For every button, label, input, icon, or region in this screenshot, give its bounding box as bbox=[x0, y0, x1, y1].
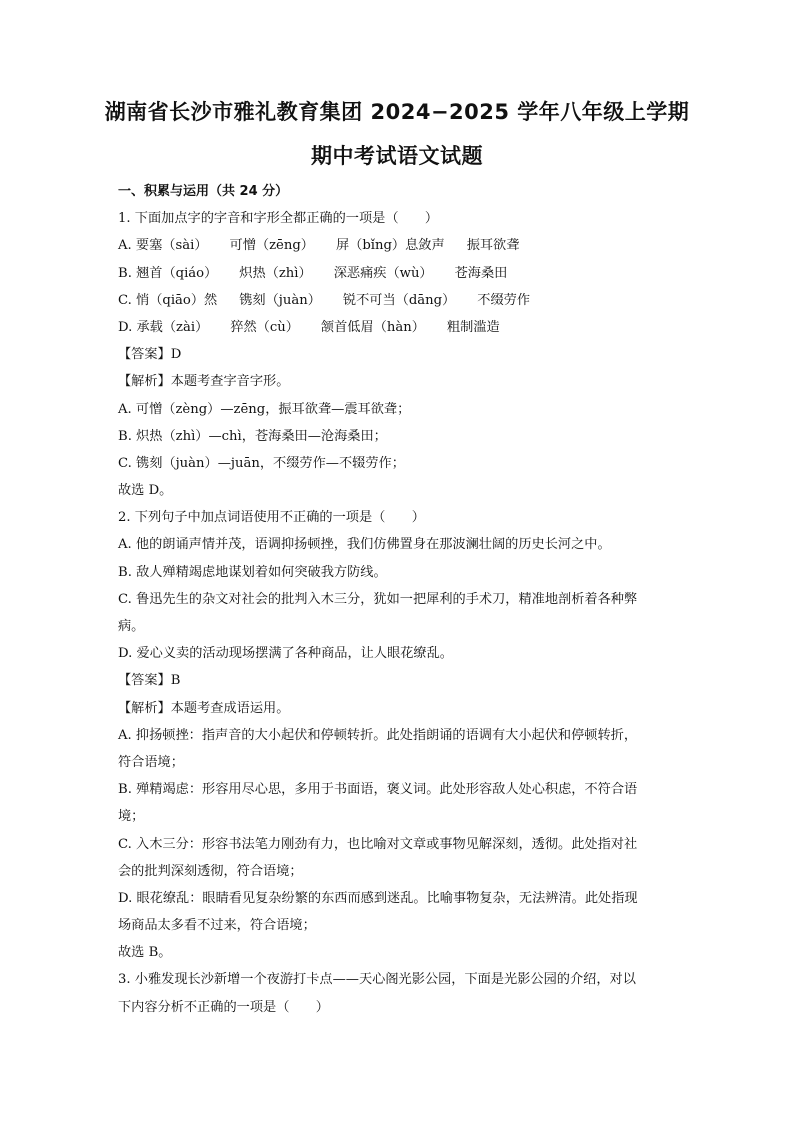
question-1-stem: 1. 下面加点字的字音和字形全都正确的一项是（ ） bbox=[118, 211, 439, 227]
question-3-stem-continued: 下内容分析不正确的一项是（ ） bbox=[118, 999, 329, 1015]
question-2-option-c: C. 鲁迅先生的杂文对社会的批判入木三分，犹如一把犀利的手术刀，精准地剖析着各种弊 bbox=[118, 591, 638, 607]
question-2-option-d: D. 爱心义卖的活动现场摆满了各种商品，让人眼花缭乱。 bbox=[118, 646, 453, 662]
document-title-line-1: 湖南省长沙市雅礼教育集团 2024−2025 学年八年级上学期 bbox=[104, 100, 690, 124]
question-2-option-c-continued: 病。 bbox=[118, 619, 145, 634]
question-2-analysis-line: 【解析】本题考查成语运用。 bbox=[118, 700, 290, 716]
option-text: B. 翘首（qiáo） bbox=[118, 265, 218, 281]
question-2-analysis-line: A. 抑扬顿挫：指声音的大小起伏和停顿转折。此处指朗诵的语调有大小起伏和停顿转折， bbox=[118, 727, 638, 743]
option-text: 粗制滥造 bbox=[446, 319, 500, 335]
question-2-analysis-line: 场商品太多看不过来，符合语境； bbox=[118, 918, 316, 934]
question-1-analysis-line: C. 镌刻（juàn）—juān，不缀劳作—不辍劳作； bbox=[118, 455, 405, 471]
question-1-answer: 【答案】D bbox=[118, 347, 182, 363]
question-2-analysis-line: 境； bbox=[118, 809, 145, 825]
question-2-analysis-line: 会的批判深刻透彻，符合语境； bbox=[118, 863, 303, 879]
question-2-analysis-line: C. 入木三分：形容书法笔力刚劲有力，也比喻对文章或事物见解深刻，透彻。此处指对社 bbox=[118, 836, 638, 852]
question-1-analysis-line: B. 炽热（zhì）—chì，苍海桑田—沧海桑田； bbox=[118, 428, 387, 444]
option-text: 镌刻（juàn） bbox=[239, 292, 321, 308]
question-2-analysis-line: D. 眼花缭乱：眼睛看见复杂纷繁的东西而感到迷乱。比喻事物复杂，无法辨清。此处指现 bbox=[118, 890, 638, 906]
question-1-analysis-line: 故选 D。 bbox=[118, 483, 173, 499]
option-text: 炽热（zhì） bbox=[239, 265, 312, 281]
question-1-analysis-line: 【解析】本题考查字音字形。 bbox=[118, 374, 290, 390]
question-3-stem: 3. 小雅发现长沙新增一个夜游打卡点——天心阁光影公园，下面是光影公园的介绍，对以 bbox=[118, 972, 636, 988]
question-2-answer: 【答案】B bbox=[118, 673, 181, 689]
option-text: 可憎（zēng） bbox=[229, 238, 314, 254]
document-title-line-2: 期中考试语文试题 bbox=[311, 144, 483, 168]
question-1-analysis-line: A. 可憎（zèng）—zēng，振耳欲聋—震耳欲聋； bbox=[118, 401, 411, 417]
option-text: 深恶痛疾（wù） bbox=[333, 265, 433, 281]
question-1-option-b bbox=[118, 260, 678, 287]
option-text: 颔首低眉（hàn） bbox=[320, 319, 425, 335]
option-text: 屏（bǐng）息敛声 bbox=[335, 238, 445, 254]
option-text: 苍海桑田 bbox=[454, 265, 508, 281]
option-text: A. 要塞（sài） bbox=[118, 238, 208, 254]
option-text: C. 悄（qiāo）然 bbox=[118, 292, 218, 308]
question-1-option-a bbox=[118, 232, 678, 259]
question-2-analysis-line: 符合语境； bbox=[118, 754, 184, 770]
question-1-option-d bbox=[118, 314, 678, 341]
option-text: 猝然（cù） bbox=[230, 319, 299, 335]
question-2-analysis-line: 故选 B。 bbox=[118, 945, 172, 961]
option-text: 不缀劳作 bbox=[477, 292, 531, 308]
section-heading: 一、积累与运用（共 24 分） bbox=[118, 184, 289, 199]
option-text: D. 承载（zài） bbox=[118, 319, 209, 335]
question-2-option-a: A. 他的朗诵声情并茂，语调抑扬顿挫，我们仿佛置身在那波澜壮阔的历史长河之中。 bbox=[118, 537, 611, 553]
question-1-option-c bbox=[118, 287, 678, 314]
document-body bbox=[118, 178, 678, 1021]
question-2-analysis-line: B. 殚精竭虑：形容用尽心思，多用于书面语，褒义词。此处形容敌人处心积虑，不符合语 bbox=[118, 782, 638, 798]
question-2-stem: 2. 下列句子中加点词语使用不正确的一项是（ ） bbox=[118, 510, 425, 526]
option-text: 锐不可当（dāng） bbox=[342, 292, 456, 308]
option-text: 振耳欲聋 bbox=[466, 238, 520, 254]
question-2-option-b: B. 敌人殚精竭虑地谋划着如何突破我方防线。 bbox=[118, 564, 387, 580]
